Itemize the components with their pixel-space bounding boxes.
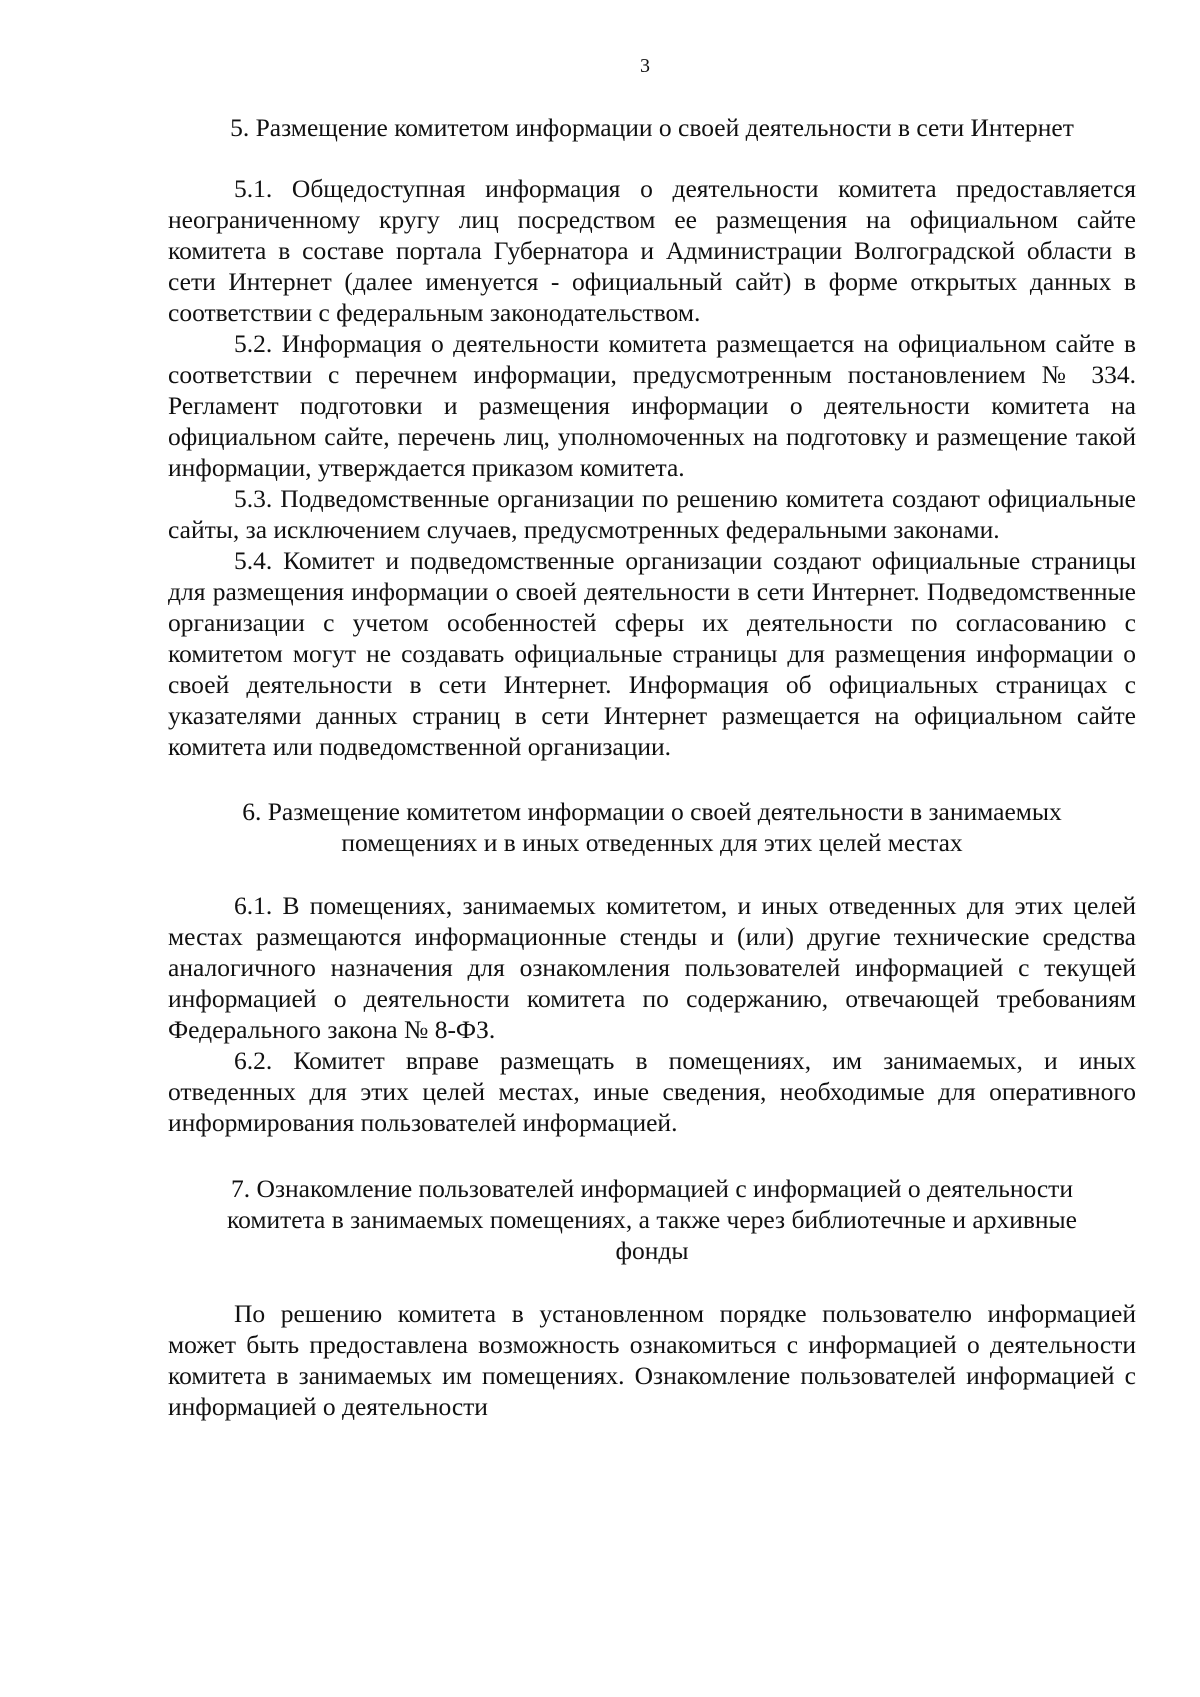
section-7-heading-line-3: фонды [615, 1236, 689, 1265]
document-body [168, 112, 1136, 1422]
paragraph-6-2: 6.2. Комитет вправе размещать в помещениях, им занимаемых, и иных отведенных для этих целей местах, иные сведения, необходимые для оперативного информирования пользователей информацией. [168, 1046, 1136, 1137]
paragraph-7-1: По решению комитета в установленном порядке пользователю информацией может быть предоставлена возможность ознакомиться с информацией о деятельности комитета в занимаемых им помещениях. Ознакомление пользователей информацией с информацией о деятельности [168, 1299, 1136, 1421]
paragraph-5-1: 5.1. Общедоступная информация о деятельности комитета предоставляется неограниченному кругу лиц посредством ее размещения на официальном сайте комитета в составе портала Губернатора и Администрации Волгоградской области в сети Интернет (далее именуется - официальный сайт) в форме открытых данных в соответствии с федеральным законодательством. [168, 174, 1136, 327]
page-number: 3 [640, 55, 650, 77]
paragraph-5-3: 5.3. Подведомственные организации по решению комитета создают официальные сайты, за исключением случаев, предусмотренных федеральными законами. [168, 484, 1136, 544]
paragraph-5-4: 5.4. Комитет и подведомственные организации создают официальные страницы для размещения информации о своей деятельности в сети Интернет. Подведомственные организации с учетом особенностей сферы их деятельности по согласованию с комитетом могут не создавать официальные страницы для размещения информации о своей деятельности в сети Интернет. Информация об официальных страницах с указателями данных страниц в сети Интернет размещается на официальном сайте комитета или подведомственной организации. [168, 546, 1136, 761]
section-6-heading-line-1: 6. Размещение комитетом информации о своей деятельности в занимаемых [242, 797, 1062, 826]
section-6-heading [168, 796, 1136, 858]
section-5-heading: 5. Размещение комитетом информации о своей деятельности в сети Интернет [230, 113, 1074, 142]
section-7-heading-line-2: комитета в занимаемых помещениях, а также через библиотечные и архивные [227, 1205, 1077, 1234]
section-6-heading-line-2: помещениях и в иных отведенных для этих целей местах [341, 828, 963, 857]
section-7-heading-line-1: 7. Ознакомление пользователей информацией с информацией о деятельности [231, 1174, 1073, 1203]
paragraph-6-1: 6.1. В помещениях, занимаемых комитетом, и иных отведенных для этих целей местах размещаются информационные стенды и (или) другие технические средства аналогичного назначения для ознакомления пользователей информацией с текущей информацией о деятельности комитета по содержанию, отвечающей требованиям Федерального закона № 8-ФЗ. [168, 891, 1136, 1044]
paragraph-5-2: 5.2. Информация о деятельности комитета размещается на официальном сайте в соответствии с перечнем информации, предусмотренным постановлением № 334. Регламент подготовки и размещения информации о деятельности комитета на официальном сайте, перечень лиц, уполномоченных на подготовку и размещение такой информации, утверждается приказом комитета. [168, 329, 1136, 482]
section-7-heading [168, 1173, 1136, 1266]
